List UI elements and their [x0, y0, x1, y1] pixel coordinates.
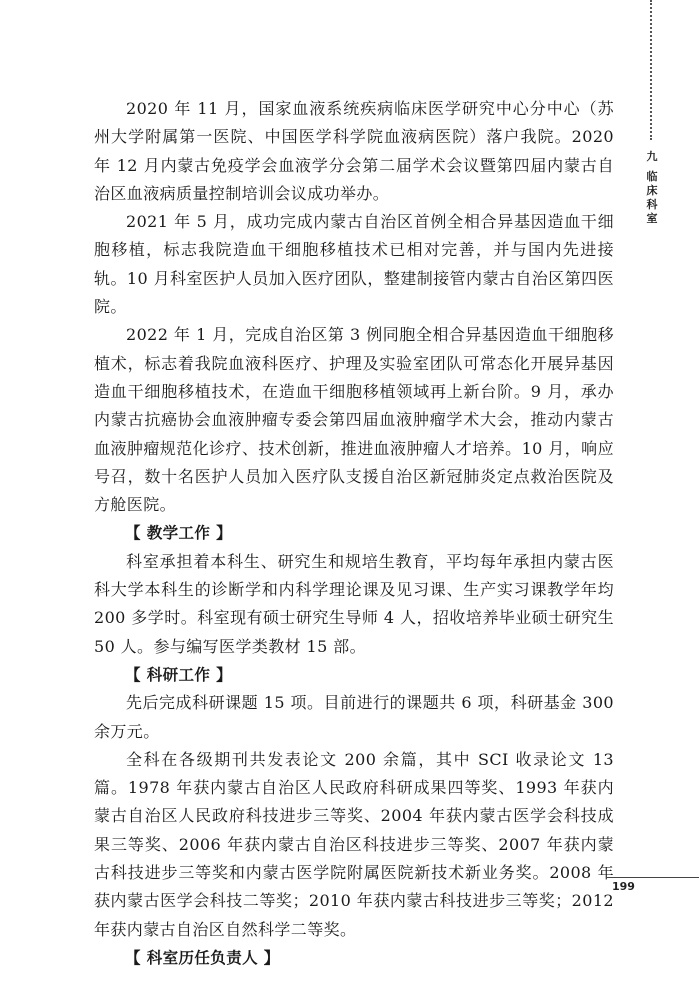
paragraph-2022: 2022 年 1 月，完成自治区第 3 例同胞全相合异基因造血干细胞移植术，标志着我院血液科医疗、护理及实验室团队可常态化开展异基因造血干细胞移植技术，在造血干细胞移植领域再上新台阶。9 月，承办内蒙古抗癌协会血液肿瘤专委会第四届血液肿瘤学术大会，推动内蒙古血液肿瘤规范化诊疗、技术创新，推进血液肿瘤人才培养。10 月，响应号召，数十名医护人员加入医疗队支援自治区新冠肺炎定点救治医院及方舱医院。 — [94, 325, 614, 515]
section-heading-leaders: 【 科室历任负责人 】 — [125, 948, 280, 967]
margin-dotted-rule — [650, 0, 652, 140]
chapter-side-tab — [644, 150, 660, 226]
paragraph-teaching: 科室承担着本科生、研究生和规培生教育，平均每年承担内蒙古医科大学本科生的诊断学和内科学理论课及见习课、生产实习课教学年均 200 多学时。科室现有硕士研究生导师 4 人，招收培养毕业硕士研究生 50 人。参与编写医学类教材 15 部。 — [94, 551, 614, 656]
paragraph-2021: 2021 年 5 月，成功完成内蒙古自治区首例全相合异基因造血干细胞移植，标志我院造血干细胞移植技术已相对完善，并与国内先进接轨。10 月科室医护人员加入医疗团队，整建制接管内蒙古自治区第四医院。 — [94, 212, 614, 317]
chapter-label: 临床科室 — [646, 170, 658, 225]
footer-rule — [607, 877, 699, 878]
chapter-number: 九 — [646, 150, 658, 163]
paragraph-research-awards: 全科在各级期刊共发表论文 200 余篇，其中 SCI 收录论文 13 篇。1978 年获内蒙古自治区人民政府科研成果四等奖、1993 年获内蒙古自治区人民政府科技进步三等奖、2004 年获内蒙古医学会科技成果三等奖、2006 年获内蒙古自治区科技进步三等奖、2007 年获内蒙古科技进步三等奖和内蒙古医学院附属医院新技术新业务奖。2008 年获内蒙古医学会科技二等奖；2010 年获内蒙古科技进步三等奖；2012 年获内蒙古自治区自然科学二等奖。 — [94, 749, 614, 939]
section-heading-research: 【 科研工作 】 — [125, 665, 232, 684]
paragraph-2020: 2020 年 11 月，国家血液系统疾病临床医学研究中心分中心（苏州大学附属第一医院、中国医学科学院血液病医院）落户我院。2020 年 12 月内蒙古免疫学会血液学分会第二届学术会议暨第四届内蒙古自治区血液病质量控制培训会议成功举办。 — [94, 99, 614, 203]
page-number: 199 — [612, 880, 635, 893]
paragraph-research-projects: 先后完成科研课题 15 项。目前进行的课题共 6 项，科研基金 300 余万元。 — [94, 693, 614, 741]
section-heading-teaching: 【 教学工作 】 — [125, 524, 232, 543]
body-text — [94, 95, 614, 972]
